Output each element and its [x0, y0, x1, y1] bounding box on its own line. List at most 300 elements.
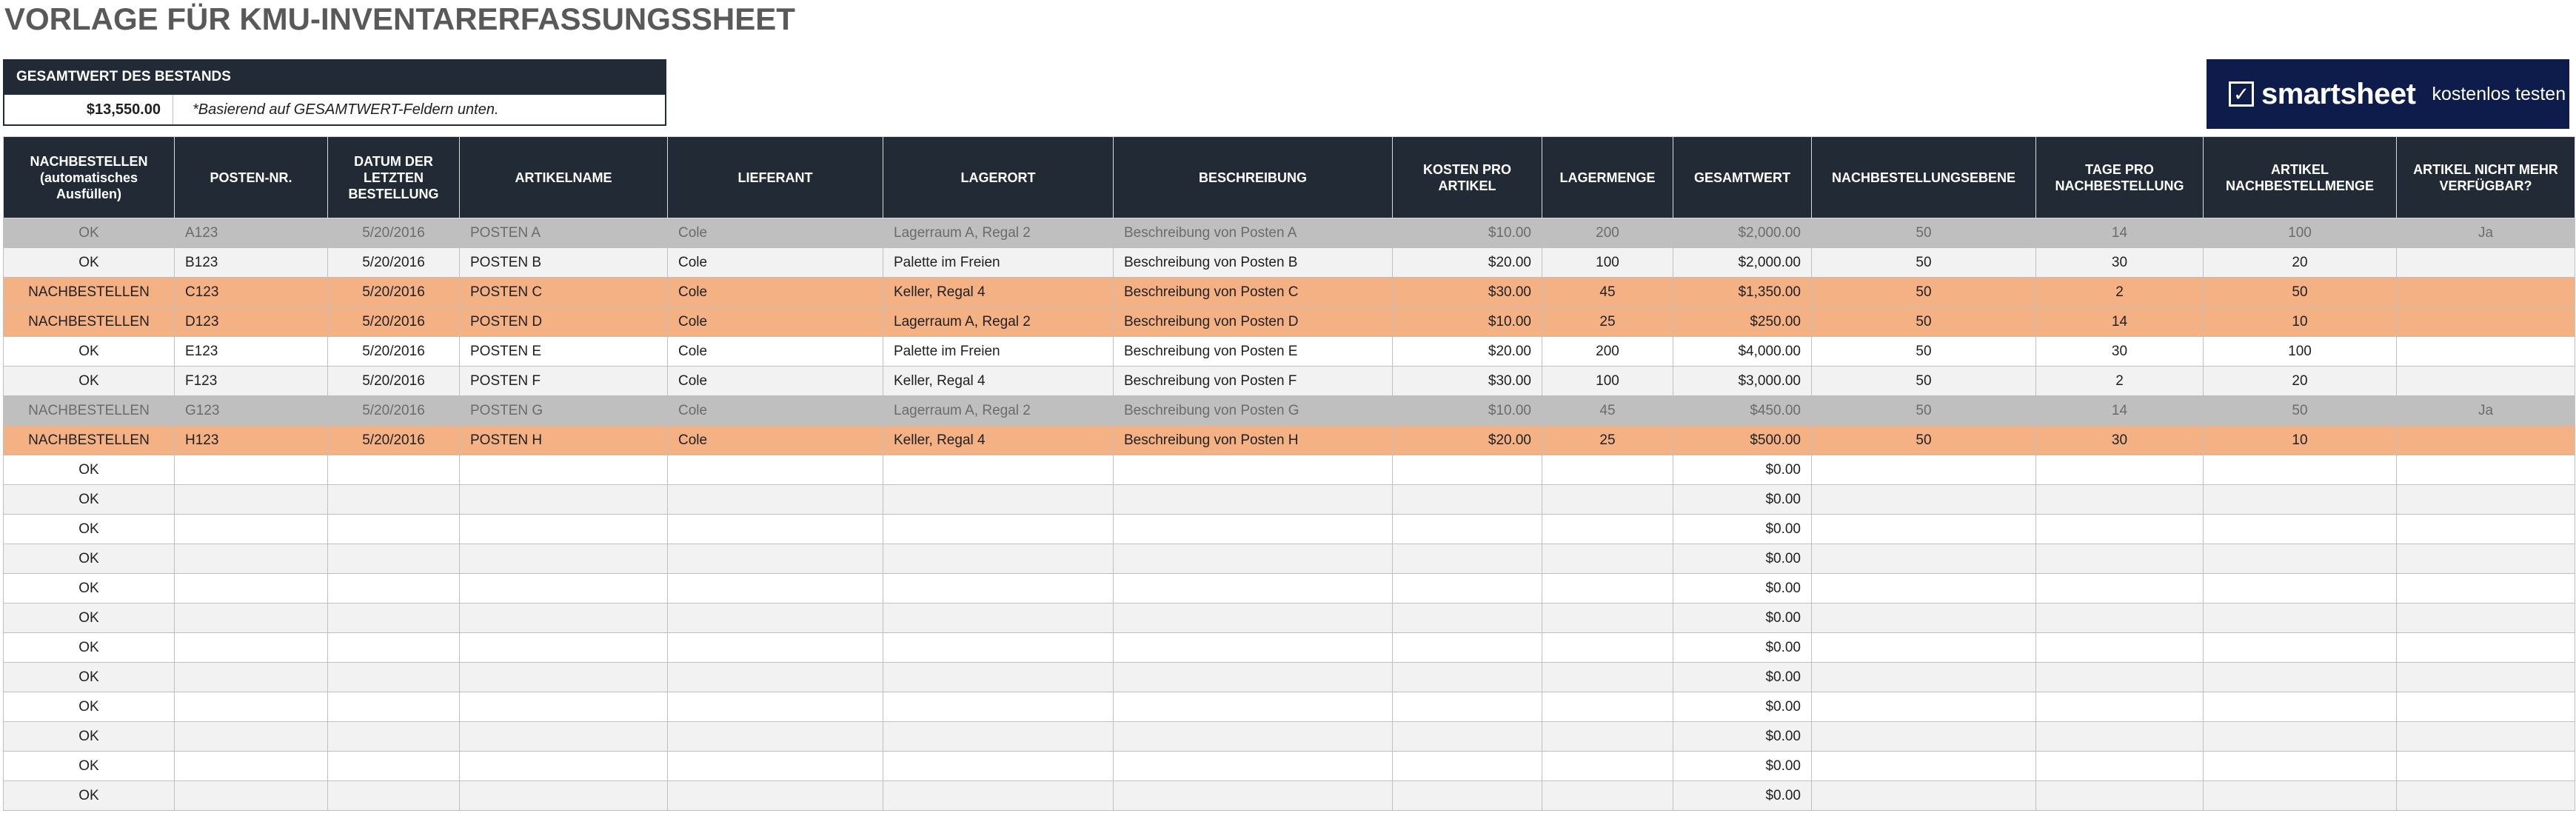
cell-discontinued[interactable] — [2397, 544, 2575, 574]
cell-cost-per-item[interactable] — [1393, 574, 1542, 603]
cell-discontinued[interactable] — [2397, 633, 2575, 663]
cell-reorder-qty[interactable]: 20 — [2204, 248, 2397, 278]
cell-cost-per-item[interactable] — [1393, 781, 1542, 811]
cell-last-order-date[interactable] — [328, 663, 460, 692]
cell-reorder-level[interactable] — [1812, 722, 2036, 752]
cell-reorder[interactable]: OK — [4, 544, 175, 574]
cell-days-per-reorder[interactable]: 30 — [2036, 426, 2204, 455]
cell-last-order-date[interactable] — [328, 574, 460, 603]
cell-cost-per-item[interactable]: $20.00 — [1393, 248, 1542, 278]
cell-reorder[interactable]: OK — [4, 485, 175, 515]
cell-item-name[interactable] — [460, 633, 668, 663]
column-header-total-value[interactable]: GESAMTWERT — [1673, 137, 1812, 218]
cell-description[interactable]: Beschreibung von Posten A — [1114, 218, 1393, 248]
cell-reorder-level[interactable]: 50 — [1812, 218, 2036, 248]
cell-reorder-level[interactable]: 50 — [1812, 367, 2036, 396]
cell-stock-qty[interactable] — [1542, 633, 1673, 663]
cell-discontinued[interactable] — [2397, 663, 2575, 692]
cell-cost-per-item[interactable]: $30.00 — [1393, 367, 1542, 396]
column-header-item-no[interactable]: POSTEN-NR. — [175, 137, 328, 218]
column-header-stock-qty[interactable]: LAGERMENGE — [1542, 137, 1673, 218]
cell-total-value[interactable]: $4,000.00 — [1673, 337, 1812, 367]
cell-days-per-reorder[interactable]: 14 — [2036, 218, 2204, 248]
cell-discontinued[interactable] — [2397, 781, 2575, 811]
cell-cost-per-item[interactable]: $10.00 — [1393, 218, 1542, 248]
cell-reorder-level[interactable] — [1812, 752, 2036, 781]
cell-reorder-qty[interactable]: 10 — [2204, 307, 2397, 337]
cell-supplier[interactable] — [668, 692, 883, 722]
cell-cost-per-item[interactable]: $10.00 — [1393, 396, 1542, 426]
cell-last-order-date[interactable] — [328, 485, 460, 515]
cell-reorder-qty[interactable] — [2204, 663, 2397, 692]
cell-days-per-reorder[interactable] — [2036, 603, 2204, 633]
cell-description[interactable] — [1114, 633, 1393, 663]
cell-item-no[interactable]: A123 — [175, 218, 328, 248]
cell-cost-per-item[interactable]: $20.00 — [1393, 337, 1542, 367]
cell-item-name[interactable] — [460, 544, 668, 574]
cell-days-per-reorder[interactable] — [2036, 663, 2204, 692]
cell-reorder-level[interactable] — [1812, 515, 2036, 544]
cell-reorder[interactable]: OK — [4, 337, 175, 367]
cell-cost-per-item[interactable] — [1393, 603, 1542, 633]
cell-days-per-reorder[interactable]: 30 — [2036, 248, 2204, 278]
cell-supplier[interactable] — [668, 663, 883, 692]
cell-reorder-level[interactable] — [1812, 485, 2036, 515]
cell-days-per-reorder[interactable]: 14 — [2036, 396, 2204, 426]
cell-description[interactable] — [1114, 692, 1393, 722]
cell-reorder-qty[interactable] — [2204, 692, 2397, 722]
cell-reorder-level[interactable] — [1812, 603, 2036, 633]
cell-supplier[interactable] — [668, 603, 883, 633]
cell-stock-qty[interactable]: 200 — [1542, 218, 1673, 248]
cell-last-order-date[interactable]: 5/20/2016 — [328, 248, 460, 278]
cell-description[interactable] — [1114, 722, 1393, 752]
cell-description[interactable] — [1114, 544, 1393, 574]
cell-location[interactable] — [883, 692, 1114, 722]
cell-reorder-qty[interactable]: 50 — [2204, 396, 2397, 426]
cell-location[interactable]: Palette im Freien — [883, 248, 1114, 278]
cell-cost-per-item[interactable] — [1393, 455, 1542, 485]
cell-item-name[interactable] — [460, 455, 668, 485]
cell-supplier[interactable]: Cole — [668, 426, 883, 455]
cell-cost-per-item[interactable] — [1393, 663, 1542, 692]
cell-reorder-qty[interactable] — [2204, 515, 2397, 544]
cell-total-value[interactable]: $0.00 — [1673, 544, 1812, 574]
cell-stock-qty[interactable] — [1542, 544, 1673, 574]
cell-item-no[interactable] — [175, 781, 328, 811]
cell-location[interactable] — [883, 485, 1114, 515]
cell-item-name[interactable] — [460, 722, 668, 752]
table-row — [4, 278, 2575, 307]
cell-description[interactable] — [1114, 663, 1393, 692]
cell-last-order-date[interactable] — [328, 633, 460, 663]
column-header-days-per-reorder[interactable]: TAGE PRO NACHBESTELLUNG — [2036, 137, 2204, 218]
cell-discontinued[interactable] — [2397, 574, 2575, 603]
cell-supplier[interactable]: Cole — [668, 367, 883, 396]
cell-reorder[interactable]: OK — [4, 218, 175, 248]
cell-reorder-qty[interactable]: 20 — [2204, 367, 2397, 396]
cell-item-no[interactable] — [175, 633, 328, 663]
cell-description[interactable]: Beschreibung von Posten G — [1114, 396, 1393, 426]
cell-supplier[interactable] — [668, 574, 883, 603]
cell-location[interactable] — [883, 603, 1114, 633]
cell-reorder[interactable]: NACHBESTELLEN — [4, 278, 175, 307]
cell-reorder[interactable]: OK — [4, 455, 175, 485]
cell-discontinued[interactable]: Ja — [2397, 218, 2575, 248]
cell-reorder-level[interactable] — [1812, 633, 2036, 663]
cell-item-no[interactable] — [175, 455, 328, 485]
cell-location[interactable] — [883, 722, 1114, 752]
cell-item-no[interactable]: B123 — [175, 248, 328, 278]
cell-supplier[interactable]: Cole — [668, 218, 883, 248]
cell-days-per-reorder[interactable]: 2 — [2036, 278, 2204, 307]
cell-stock-qty[interactable]: 100 — [1542, 367, 1673, 396]
cell-reorder[interactable]: NACHBESTELLEN — [4, 426, 175, 455]
cell-reorder-level[interactable]: 50 — [1812, 337, 2036, 367]
cell-days-per-reorder[interactable] — [2036, 485, 2204, 515]
cell-item-no[interactable] — [175, 752, 328, 781]
cell-reorder[interactable]: OK — [4, 692, 175, 722]
cell-reorder-qty[interactable]: 10 — [2204, 426, 2397, 455]
table-row — [4, 781, 2575, 811]
cell-reorder-qty[interactable]: 100 — [2204, 337, 2397, 367]
cell-supplier[interactable]: Cole — [668, 248, 883, 278]
cell-last-order-date[interactable]: 5/20/2016 — [328, 278, 460, 307]
cell-days-per-reorder[interactable] — [2036, 455, 2204, 485]
cell-reorder[interactable]: OK — [4, 722, 175, 752]
cell-description[interactable] — [1114, 781, 1393, 811]
cell-last-order-date[interactable] — [328, 752, 460, 781]
column-header-item-name[interactable]: ARTIKELNAME — [460, 137, 668, 218]
cell-supplier[interactable] — [668, 455, 883, 485]
cell-last-order-date[interactable] — [328, 515, 460, 544]
cell-item-name[interactable]: POSTEN A — [460, 218, 668, 248]
cell-reorder-level[interactable] — [1812, 663, 2036, 692]
cell-supplier[interactable]: Cole — [668, 278, 883, 307]
cell-days-per-reorder[interactable]: 30 — [2036, 337, 2204, 367]
cell-discontinued[interactable] — [2397, 426, 2575, 455]
cell-days-per-reorder[interactable] — [2036, 574, 2204, 603]
cell-item-name[interactable] — [460, 574, 668, 603]
column-header-reorder-level[interactable]: NACHBESTELLUNGSEBENE — [1812, 137, 2036, 218]
cell-reorder-level[interactable]: 50 — [1812, 307, 2036, 337]
cell-reorder-qty[interactable] — [2204, 574, 2397, 603]
cell-cost-per-item[interactable] — [1393, 515, 1542, 544]
cell-item-no[interactable]: C123 — [175, 278, 328, 307]
cell-reorder[interactable]: OK — [4, 515, 175, 544]
cell-item-no[interactable]: F123 — [175, 367, 328, 396]
cell-total-value[interactable]: $0.00 — [1673, 692, 1812, 722]
cell-supplier[interactable]: Cole — [668, 307, 883, 337]
cell-reorder[interactable]: OK — [4, 633, 175, 663]
cell-stock-qty[interactable]: 25 — [1542, 426, 1673, 455]
cell-total-value[interactable]: $0.00 — [1673, 633, 1812, 663]
smartsheet-banner[interactable] — [2207, 59, 2569, 129]
cell-reorder-level[interactable] — [1812, 544, 2036, 574]
cell-location[interactable]: Keller, Regal 4 — [883, 278, 1114, 307]
cell-supplier[interactable]: Cole — [668, 337, 883, 367]
cell-reorder[interactable]: OK — [4, 603, 175, 633]
cell-item-name[interactable] — [460, 485, 668, 515]
cell-cost-per-item[interactable]: $30.00 — [1393, 278, 1542, 307]
cell-cost-per-item[interactable] — [1393, 722, 1542, 752]
cell-reorder[interactable]: OK — [4, 663, 175, 692]
cell-location[interactable] — [883, 515, 1114, 544]
cell-description[interactable]: Beschreibung von Posten F — [1114, 367, 1393, 396]
cell-reorder[interactable]: OK — [4, 752, 175, 781]
cell-location[interactable]: Keller, Regal 4 — [883, 426, 1114, 455]
cell-description[interactable]: Beschreibung von Posten D — [1114, 307, 1393, 337]
cell-last-order-date[interactable]: 5/20/2016 — [328, 396, 460, 426]
cell-last-order-date[interactable] — [328, 722, 460, 752]
cell-reorder-level[interactable] — [1812, 455, 2036, 485]
cell-cost-per-item[interactable] — [1393, 752, 1542, 781]
cell-item-name[interactable] — [460, 752, 668, 781]
cell-stock-qty[interactable]: 100 — [1542, 248, 1673, 278]
cell-item-name[interactable]: POSTEN E — [460, 337, 668, 367]
cell-discontinued[interactable] — [2397, 307, 2575, 337]
cell-description[interactable]: Beschreibung von Posten C — [1114, 278, 1393, 307]
cell-location[interactable] — [883, 781, 1114, 811]
cell-stock-qty[interactable]: 45 — [1542, 396, 1673, 426]
cell-item-no[interactable] — [175, 663, 328, 692]
cell-reorder-level[interactable] — [1812, 781, 2036, 811]
cell-last-order-date[interactable] — [328, 781, 460, 811]
cell-reorder-level[interactable]: 50 — [1812, 248, 2036, 278]
cell-item-no[interactable]: H123 — [175, 426, 328, 455]
cell-discontinued[interactable] — [2397, 692, 2575, 722]
cell-last-order-date[interactable]: 5/20/2016 — [328, 218, 460, 248]
cell-reorder-level[interactable] — [1812, 574, 2036, 603]
cell-stock-qty[interactable]: 200 — [1542, 337, 1673, 367]
cell-total-value[interactable]: $0.00 — [1673, 663, 1812, 692]
column-header-discontinued[interactable]: ARTIKEL NICHT MEHR VERFÜGBAR? — [2397, 137, 2575, 218]
cell-item-name[interactable] — [460, 663, 668, 692]
cell-discontinued[interactable] — [2397, 367, 2575, 396]
cell-discontinued[interactable] — [2397, 337, 2575, 367]
cell-last-order-date[interactable] — [328, 544, 460, 574]
cell-days-per-reorder[interactable]: 14 — [2036, 307, 2204, 337]
cell-location[interactable] — [883, 752, 1114, 781]
cell-reorder-qty[interactable] — [2204, 603, 2397, 633]
cell-reorder[interactable]: NACHBESTELLEN — [4, 396, 175, 426]
cell-total-value[interactable]: $0.00 — [1673, 574, 1812, 603]
cell-item-name[interactable]: POSTEN D — [460, 307, 668, 337]
cell-reorder-qty[interactable] — [2204, 781, 2397, 811]
cell-reorder-qty[interactable] — [2204, 633, 2397, 663]
cell-item-name[interactable]: POSTEN F — [460, 367, 668, 396]
cell-reorder-qty[interactable]: 100 — [2204, 218, 2397, 248]
cell-location[interactable]: Lagerraum A, Regal 2 — [883, 307, 1114, 337]
cell-item-name[interactable] — [460, 692, 668, 722]
cell-stock-qty[interactable] — [1542, 692, 1673, 722]
cell-reorder-qty[interactable] — [2204, 455, 2397, 485]
cell-stock-qty[interactable]: 25 — [1542, 307, 1673, 337]
cell-total-value[interactable]: $0.00 — [1673, 752, 1812, 781]
cell-description[interactable] — [1114, 603, 1393, 633]
cell-supplier[interactable] — [668, 752, 883, 781]
cell-cost-per-item[interactable]: $10.00 — [1393, 307, 1542, 337]
cell-item-no[interactable] — [175, 544, 328, 574]
cell-last-order-date[interactable] — [328, 603, 460, 633]
cell-location[interactable] — [883, 574, 1114, 603]
cell-cost-per-item[interactable] — [1393, 485, 1542, 515]
cell-total-value[interactable]: $0.00 — [1673, 722, 1812, 752]
column-header-last-order-date[interactable]: DATUM DER LETZTEN BESTELLUNG — [328, 137, 460, 218]
cell-supplier[interactable] — [668, 485, 883, 515]
cell-stock-qty[interactable] — [1542, 752, 1673, 781]
cell-days-per-reorder[interactable] — [2036, 633, 2204, 663]
cell-stock-qty[interactable] — [1542, 781, 1673, 811]
cell-reorder-qty[interactable] — [2204, 752, 2397, 781]
cell-description[interactable] — [1114, 574, 1393, 603]
cell-location[interactable]: Lagerraum A, Regal 2 — [883, 396, 1114, 426]
cell-reorder-qty[interactable] — [2204, 544, 2397, 574]
cell-item-no[interactable] — [175, 515, 328, 544]
cell-location[interactable]: Palette im Freien — [883, 337, 1114, 367]
cell-last-order-date[interactable]: 5/20/2016 — [328, 307, 460, 337]
cell-item-no[interactable] — [175, 485, 328, 515]
cell-total-value[interactable]: $0.00 — [1673, 485, 1812, 515]
cell-description[interactable]: Beschreibung von Posten H — [1114, 426, 1393, 455]
cell-days-per-reorder[interactable]: 2 — [2036, 367, 2204, 396]
cell-stock-qty[interactable] — [1542, 574, 1673, 603]
table-row — [4, 248, 2575, 278]
cell-location[interactable] — [883, 663, 1114, 692]
cell-location[interactable]: Lagerraum A, Regal 2 — [883, 218, 1114, 248]
summary-total-value[interactable]: $13,550.00 — [4, 95, 173, 124]
cell-stock-qty[interactable] — [1542, 603, 1673, 633]
column-header-supplier[interactable]: LIEFERANT — [668, 137, 883, 218]
cell-stock-qty[interactable] — [1542, 663, 1673, 692]
cell-reorder-level[interactable]: 50 — [1812, 426, 2036, 455]
cell-discontinued[interactable]: Ja — [2397, 396, 2575, 426]
cell-item-name[interactable]: POSTEN G — [460, 396, 668, 426]
cell-days-per-reorder[interactable] — [2036, 781, 2204, 811]
cell-total-value[interactable]: $1,350.00 — [1673, 278, 1812, 307]
cell-discontinued[interactable] — [2397, 485, 2575, 515]
cell-description[interactable]: Beschreibung von Posten B — [1114, 248, 1393, 278]
cell-discontinued[interactable] — [2397, 752, 2575, 781]
cell-location[interactable] — [883, 455, 1114, 485]
cell-discontinued[interactable] — [2397, 722, 2575, 752]
cell-item-name[interactable] — [460, 781, 668, 811]
cell-last-order-date[interactable]: 5/20/2016 — [328, 367, 460, 396]
cell-reorder[interactable]: OK — [4, 367, 175, 396]
column-header-cost-per-item[interactable]: KOSTEN PRO ARTIKEL — [1393, 137, 1542, 218]
cell-location[interactable]: Keller, Regal 4 — [883, 367, 1114, 396]
cell-item-no[interactable] — [175, 574, 328, 603]
cell-total-value[interactable]: $3,000.00 — [1673, 367, 1812, 396]
column-header-location[interactable]: LAGERORT — [883, 137, 1114, 218]
cell-description[interactable] — [1114, 515, 1393, 544]
cell-description[interactable] — [1114, 752, 1393, 781]
cell-days-per-reorder[interactable] — [2036, 544, 2204, 574]
cell-reorder[interactable]: OK — [4, 574, 175, 603]
cell-total-value[interactable]: $0.00 — [1673, 603, 1812, 633]
cell-last-order-date[interactable]: 5/20/2016 — [328, 337, 460, 367]
cell-days-per-reorder[interactable] — [2036, 515, 2204, 544]
column-header-reorder-qty[interactable]: ARTIKEL NACHBESTELLMENGE — [2204, 137, 2397, 218]
cell-stock-qty[interactable]: 45 — [1542, 278, 1673, 307]
cell-cost-per-item[interactable]: $20.00 — [1393, 426, 1542, 455]
cell-location[interactable] — [883, 544, 1114, 574]
cell-cost-per-item[interactable] — [1393, 692, 1542, 722]
cell-cost-per-item[interactable] — [1393, 633, 1542, 663]
cell-reorder[interactable]: OK — [4, 248, 175, 278]
cell-days-per-reorder[interactable] — [2036, 752, 2204, 781]
cell-description[interactable] — [1114, 485, 1393, 515]
cell-reorder[interactable]: OK — [4, 781, 175, 811]
cell-reorder-qty[interactable] — [2204, 485, 2397, 515]
cell-total-value[interactable]: $0.00 — [1673, 781, 1812, 811]
cell-discontinued[interactable] — [2397, 603, 2575, 633]
cell-item-no[interactable]: G123 — [175, 396, 328, 426]
column-header-reorder[interactable]: NACHBESTELLEN (automatisches Ausfüllen) — [4, 137, 175, 218]
cell-last-order-date[interactable]: 5/20/2016 — [328, 426, 460, 455]
cell-total-value[interactable]: $0.00 — [1673, 515, 1812, 544]
cell-item-no[interactable] — [175, 692, 328, 722]
cell-total-value[interactable]: $2,000.00 — [1673, 218, 1812, 248]
cell-stock-qty[interactable] — [1542, 455, 1673, 485]
column-header-description[interactable]: BESCHREIBUNG — [1114, 137, 1393, 218]
cell-total-value[interactable]: $250.00 — [1673, 307, 1812, 337]
cell-stock-qty[interactable] — [1542, 515, 1673, 544]
cell-item-name[interactable]: POSTEN H — [460, 426, 668, 455]
cell-item-no[interactable]: E123 — [175, 337, 328, 367]
cell-stock-qty[interactable] — [1542, 485, 1673, 515]
table-row — [4, 633, 2575, 663]
cell-supplier[interactable] — [668, 515, 883, 544]
cell-total-value[interactable]: $450.00 — [1673, 396, 1812, 426]
cell-discontinued[interactable] — [2397, 278, 2575, 307]
cell-supplier[interactable] — [668, 544, 883, 574]
cell-days-per-reorder[interactable] — [2036, 722, 2204, 752]
cell-total-value[interactable]: $0.00 — [1673, 455, 1812, 485]
cell-supplier[interactable] — [668, 633, 883, 663]
cell-cost-per-item[interactable] — [1393, 544, 1542, 574]
cell-reorder-level[interactable] — [1812, 692, 2036, 722]
cell-total-value[interactable]: $2,000.00 — [1673, 248, 1812, 278]
cell-item-name[interactable]: POSTEN C — [460, 278, 668, 307]
cell-days-per-reorder[interactable] — [2036, 692, 2204, 722]
cell-discontinued[interactable] — [2397, 455, 2575, 485]
cell-item-name[interactable] — [460, 515, 668, 544]
cell-reorder[interactable]: NACHBESTELLEN — [4, 307, 175, 337]
cell-reorder-qty[interactable] — [2204, 722, 2397, 752]
cell-supplier[interactable]: Cole — [668, 396, 883, 426]
cell-last-order-date[interactable] — [328, 455, 460, 485]
cell-supplier[interactable] — [668, 781, 883, 811]
cell-reorder-level[interactable]: 50 — [1812, 278, 2036, 307]
cell-total-value[interactable]: $500.00 — [1673, 426, 1812, 455]
cell-location[interactable] — [883, 633, 1114, 663]
cell-reorder-level[interactable]: 50 — [1812, 396, 2036, 426]
cell-discontinued[interactable] — [2397, 515, 2575, 544]
cell-discontinued[interactable] — [2397, 248, 2575, 278]
cell-last-order-date[interactable] — [328, 692, 460, 722]
cell-item-no[interactable] — [175, 722, 328, 752]
cell-description[interactable] — [1114, 455, 1393, 485]
cell-reorder-qty[interactable]: 50 — [2204, 278, 2397, 307]
cell-item-no[interactable] — [175, 603, 328, 633]
cell-item-no[interactable]: D123 — [175, 307, 328, 337]
cell-item-name[interactable] — [460, 603, 668, 633]
cell-supplier[interactable] — [668, 722, 883, 752]
cell-stock-qty[interactable] — [1542, 722, 1673, 752]
cell-description[interactable]: Beschreibung von Posten E — [1114, 337, 1393, 367]
cell-item-name[interactable]: POSTEN B — [460, 248, 668, 278]
